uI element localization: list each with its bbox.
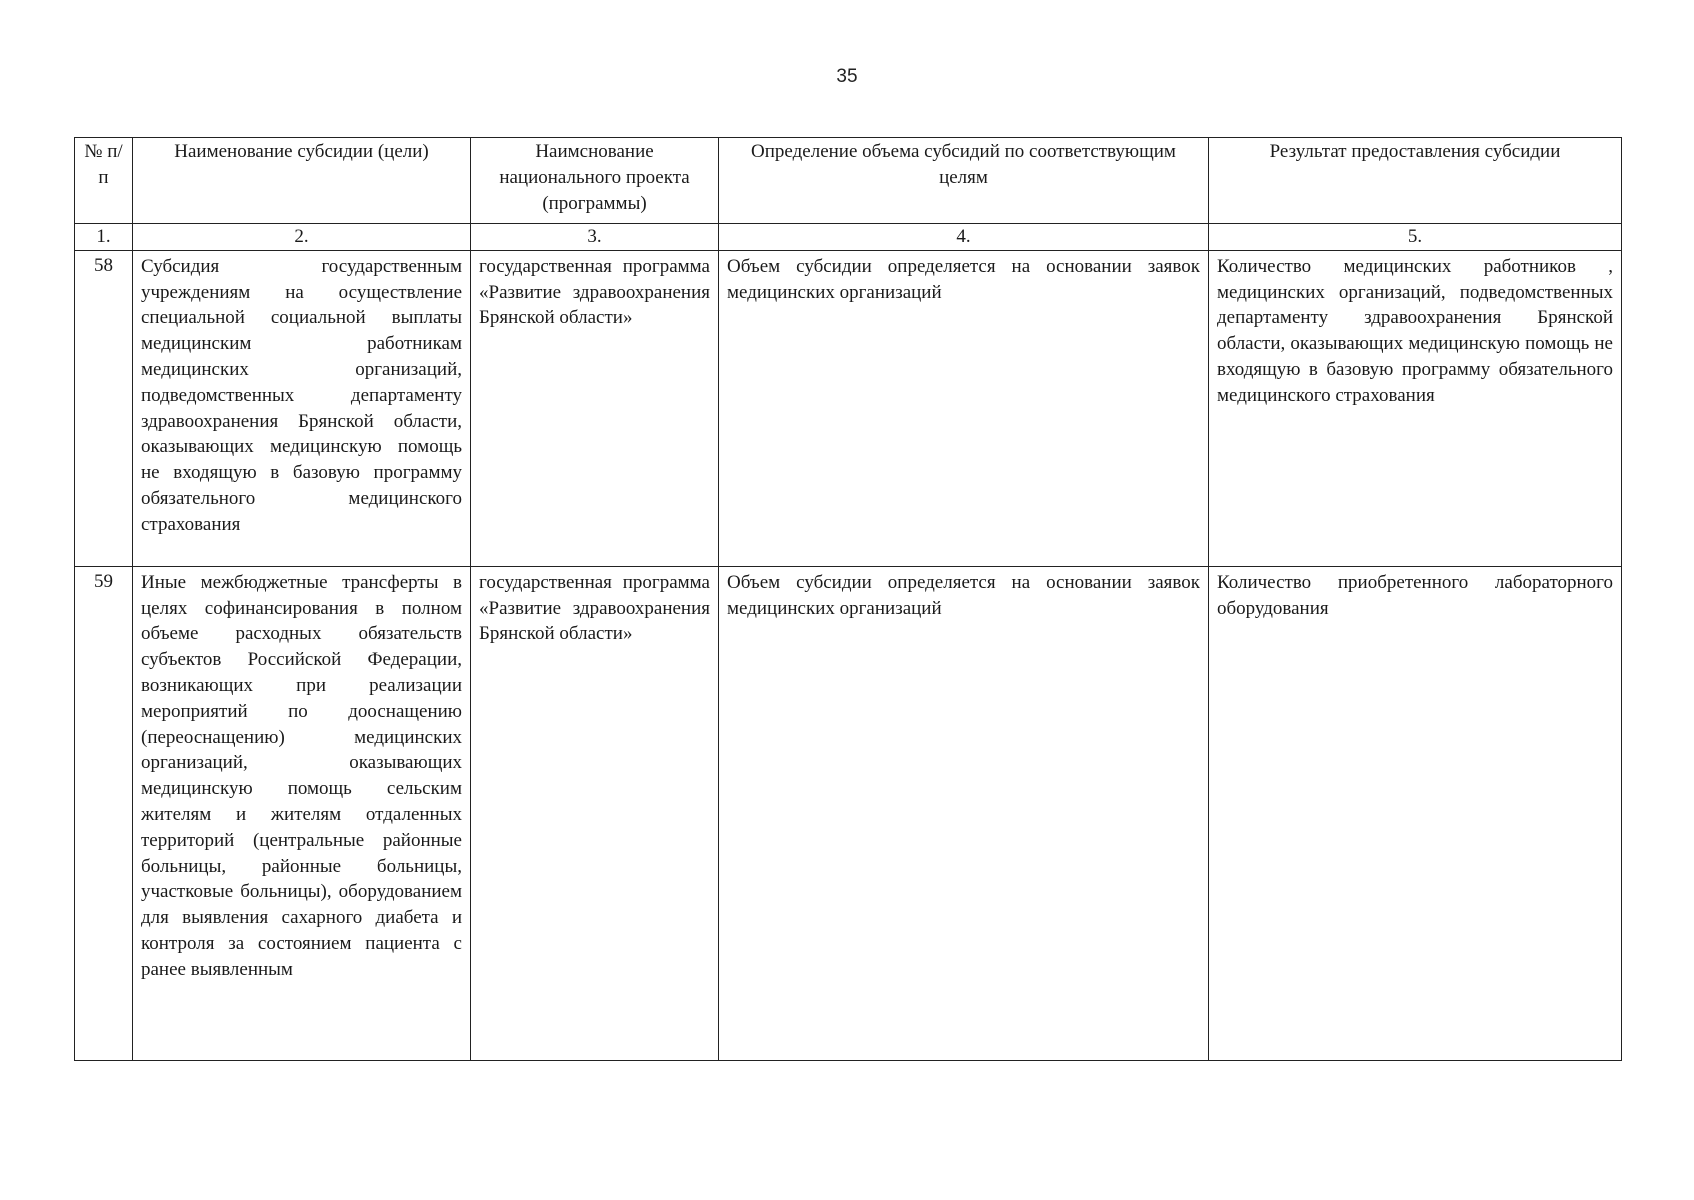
- table-header-row: [75, 138, 1622, 224]
- national-project-cell: государственная программа «Развитие здравоохранения Брянской области»: [471, 566, 719, 1060]
- result-cell: Количество приобретенного лабораторного оборудования: [1209, 566, 1622, 1060]
- result-cell: Количество медицинских работников , медицинских организаций, подведомственных департаменту здравоохранения Брянской области, оказывающих медицинскую помощь не входящую в базовую программу обязательного медицинского страхования: [1209, 250, 1622, 566]
- header-volume-definition: Определение объема субсидий по соответствующим целям: [719, 138, 1209, 224]
- column-number: 4.: [719, 224, 1209, 251]
- row-number: 58: [75, 250, 133, 566]
- header-subsidy-name: Наименование субсидии (цели): [133, 138, 471, 224]
- subsidy-name-cell: [133, 566, 471, 1060]
- volume-definition-cell: Объем субсидии определяется на основании заявок медицинских организаций: [719, 566, 1209, 1060]
- volume-definition-cell: Объем субсидии определяется на основании заявок медицинских организаций: [719, 250, 1209, 566]
- subsidy-name-cell: Субсидия государственным учреждениям на осуществление специальной социальной выплаты медицинским работникам медицинских организаций, подведомственных департаменту здравоохранения Брянской области, оказывающих медицинскую помощь не входящую в базовую программу обязательного медицинского страхования: [133, 250, 471, 566]
- row-number: 59: [75, 566, 133, 1060]
- table-row: [75, 250, 1622, 566]
- table-row: [75, 566, 1622, 1060]
- national-project-cell: государственная программа «Развитие здравоохранения Брянской области»: [471, 250, 719, 566]
- column-number: 5.: [1209, 224, 1622, 251]
- subsidy-name-text: Иные межбюджетные трансферты в целях софинансирования в полном объеме расходных обязательств субъектов Российской Федерации, возникающих при реализации мероприятий по дооснащению (переоснащению) медицинских организаций, оказывающих медицинскую помощь сельским жителям и жителям отдаленных территорий (центральные районные больницы, районные больницы, участковые больницы), оборудованием для выявления сахарного диабета и контроля за состоянием пациента с ранее выявленным: [141, 571, 462, 980]
- header-result: Результат предоставления субсидии: [1209, 138, 1622, 224]
- subsidy-table: [74, 137, 1622, 1061]
- column-number: 2.: [133, 224, 471, 251]
- column-number: 3.: [471, 224, 719, 251]
- page-number: 35: [836, 66, 858, 87]
- header-national-project: Наимснование национального проекта (программы): [471, 138, 719, 224]
- header-number: № п/п: [75, 138, 133, 224]
- column-number-row: [75, 224, 1622, 251]
- column-number: 1.: [75, 224, 133, 251]
